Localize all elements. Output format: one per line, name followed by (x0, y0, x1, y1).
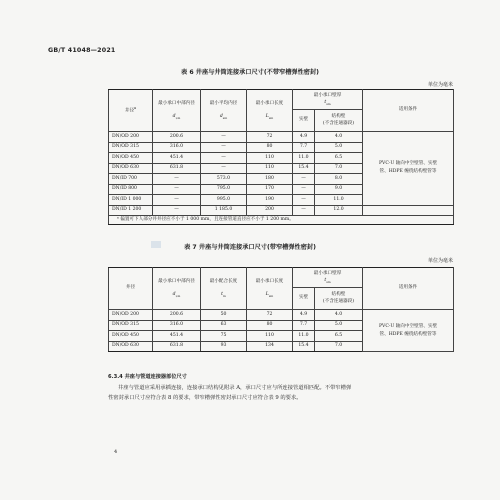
table-cell: 63 (201, 320, 247, 331)
table-cell: 4.9 (293, 310, 315, 321)
table-cell: — (201, 132, 247, 143)
table6-header-solid-wall: 实壁 (293, 110, 315, 132)
row-diameter-cell: DN/ID 700 (109, 174, 153, 185)
table-cell: 72 (247, 132, 293, 143)
table7-title: 表 7 井座与井筒连接承口尺寸(带窄槽弹性密封) (184, 244, 316, 251)
table-cell: 180 (247, 174, 293, 185)
table-cell: 190 (247, 195, 293, 206)
section-heading: 6.3.4 井座与管道连接器部位尺寸 (108, 374, 187, 380)
paragraph-line-1: 井座与管道应采用承插连接，连接承口结构见附录 A，承口尺寸应与所连接管道相匹配。不带窄槽弹 (118, 385, 352, 391)
table-cell: 72 (247, 310, 293, 321)
table-cell: 9.0 (315, 184, 363, 195)
row-diameter-cell: DN/ID 800 (109, 184, 153, 195)
table6-header-structured-wall: 结构壁 (不含连通器段) (315, 110, 363, 132)
table-cell: 110 (247, 331, 293, 342)
table-cell: 451.4 (153, 153, 201, 164)
table7-header-structured-wall: 结构壁 (不含连通器段) (315, 288, 363, 310)
row-diameter-cell: DN/ID 1 000 (109, 195, 153, 206)
row-diameter-cell: DN/OD 315 (109, 320, 153, 331)
table6-header-mean-inner-diameter: 最小平均内径 $d_{sm}$ (201, 90, 247, 132)
conditions-cell-empty (363, 205, 454, 216)
table-cell: 5.0 (315, 320, 363, 331)
table-cell: 134 (247, 341, 293, 352)
table-cell: — (153, 195, 201, 206)
table-cell: 50 (201, 310, 247, 321)
table-cell: 80 (247, 320, 293, 331)
conditions-cell: PVC-U 轴向中空壁管、实壁管、HDPE 缠绕结构壁管等 (363, 310, 454, 352)
table-cell: — (153, 205, 201, 216)
conditions-cell: PVC-U 轴向中空壁管、实壁管、HDPE 缠绕结构壁管等 (363, 132, 454, 206)
table-row (109, 132, 454, 143)
table6-title: 表 6 井座与井筒连接承口尺寸(不带窄槽弹性密封) (180, 69, 320, 76)
table-cell: 631.8 (153, 163, 201, 174)
table-cell: 4.9 (293, 132, 315, 143)
table-cell: 451.4 (153, 331, 201, 342)
table-cell: — (201, 163, 247, 174)
table-cell: 316.0 (153, 320, 201, 331)
table6-header-socket-length: 最小承口长度 $L_{sm}$ (247, 90, 293, 132)
table-cell: 7.0 (315, 341, 363, 352)
table-cell: — (293, 174, 315, 185)
table-cell: 15.4 (293, 163, 315, 174)
table-cell: 15.4 (293, 341, 315, 352)
page-number: 4 (114, 449, 118, 455)
row-diameter-cell: DN/OD 450 (109, 331, 153, 342)
table7 (108, 267, 454, 352)
table6 (108, 89, 454, 225)
table-cell: — (201, 142, 247, 153)
table-cell: — (293, 195, 315, 206)
table7-header-solid-wall: 实壁 (293, 288, 315, 310)
table-cell: 631.8 (153, 341, 201, 352)
table-cell: 1 185.0 (201, 205, 247, 216)
table-cell: 200.6 (153, 310, 201, 321)
table-cell: 316.0 (153, 142, 201, 153)
table-cell: 200 (247, 205, 293, 216)
section-paragraph (108, 384, 453, 403)
table7-header-diameter: 井径 (109, 268, 153, 310)
table-cell: 11.0 (293, 331, 315, 342)
table-cell: 795.0 (201, 184, 247, 195)
table-cell: 5.0 (315, 142, 363, 153)
table-cell: — (293, 205, 315, 216)
table-cell: 12.0 (315, 205, 363, 216)
table6-body (109, 132, 454, 216)
table-cell: 170 (247, 184, 293, 195)
table-cell: 11.0 (293, 153, 315, 164)
table-cell: 110 (247, 153, 293, 164)
table-cell: 7.0 (315, 163, 363, 174)
row-diameter-cell: DN/OD 200 (109, 310, 153, 321)
table-cell: 573.0 (201, 174, 247, 185)
row-diameter-cell: DN/OD 200 (109, 132, 153, 143)
table-cell: 7.7 (293, 142, 315, 153)
standard-number: GB/T 41048—2021 (48, 47, 116, 54)
table7-header-socket-inner-diameter: 最小承口中部内径 $d_{i,m}$ (153, 268, 201, 310)
row-diameter-cell: DN/OD 450 (109, 153, 153, 164)
row-diameter-cell: DN/ID 1 200 (109, 205, 153, 216)
table-cell: — (153, 184, 201, 195)
table7-header-conditions: 适用条件 (363, 268, 454, 310)
table-cell: 995.0 (201, 195, 247, 206)
table-cell: 8.0 (315, 174, 363, 185)
table-cell: 7.7 (293, 320, 315, 331)
table-cell: 4.0 (315, 132, 363, 143)
table-cell: 93 (201, 341, 247, 352)
table-cell: — (201, 153, 247, 164)
table7-unit-label: 单位为毫米 (427, 258, 453, 264)
table6-header-conditions: 适用条件 (363, 90, 454, 132)
paragraph-line-2: 性密封承口尺寸应符合表 8 的要求，带窄槽弹性密封承口尺寸应符合表 9 的要求。 (108, 394, 302, 401)
table-cell: 4.0 (315, 310, 363, 321)
table-cell: 110 (247, 163, 293, 174)
table6-unit-label: 单位为毫米 (427, 82, 453, 88)
table7-header-fit-length: 最小配合长度 $t_m$ (201, 268, 247, 310)
table-row (109, 310, 454, 321)
row-diameter-cell: DN/OD 315 (109, 142, 153, 153)
row-diameter-cell: DN/OD 630 (109, 341, 153, 352)
table-cell: 6.5 (315, 331, 363, 342)
table7-header-socket-length: 最小承口长度 $L_{sm}$ (247, 268, 293, 310)
table-cell: 200.6 (153, 132, 201, 143)
table-cell: — (293, 184, 315, 195)
table6-header-wall-thickness: 最小承口壁厚 $t_{sm}$ (293, 90, 363, 110)
row-diameter-cell: DN/OD 630 (109, 163, 153, 174)
table-row (109, 205, 454, 216)
table7-header-wall-thickness: 最小承口壁厚 $t_{sm}$ (293, 268, 363, 288)
table6-header-socket-inner-diameter: 最小承口中部内径 $d_{i,m}$ (153, 90, 201, 132)
table-cell: — (153, 174, 201, 185)
table6-footnote: ᵃ 偏置可下人部分井井径应不小于 1 000 mm，且连接管道直径应不小于 1 200 mm。 (109, 216, 454, 225)
table-cell: 75 (201, 331, 247, 342)
table-cell: 6.5 (315, 153, 363, 164)
table6-header-diameter: 井径$^a$ (109, 90, 153, 132)
table7-body (109, 310, 454, 352)
table-cell: 80 (247, 142, 293, 153)
table-cell: 11.0 (315, 195, 363, 206)
